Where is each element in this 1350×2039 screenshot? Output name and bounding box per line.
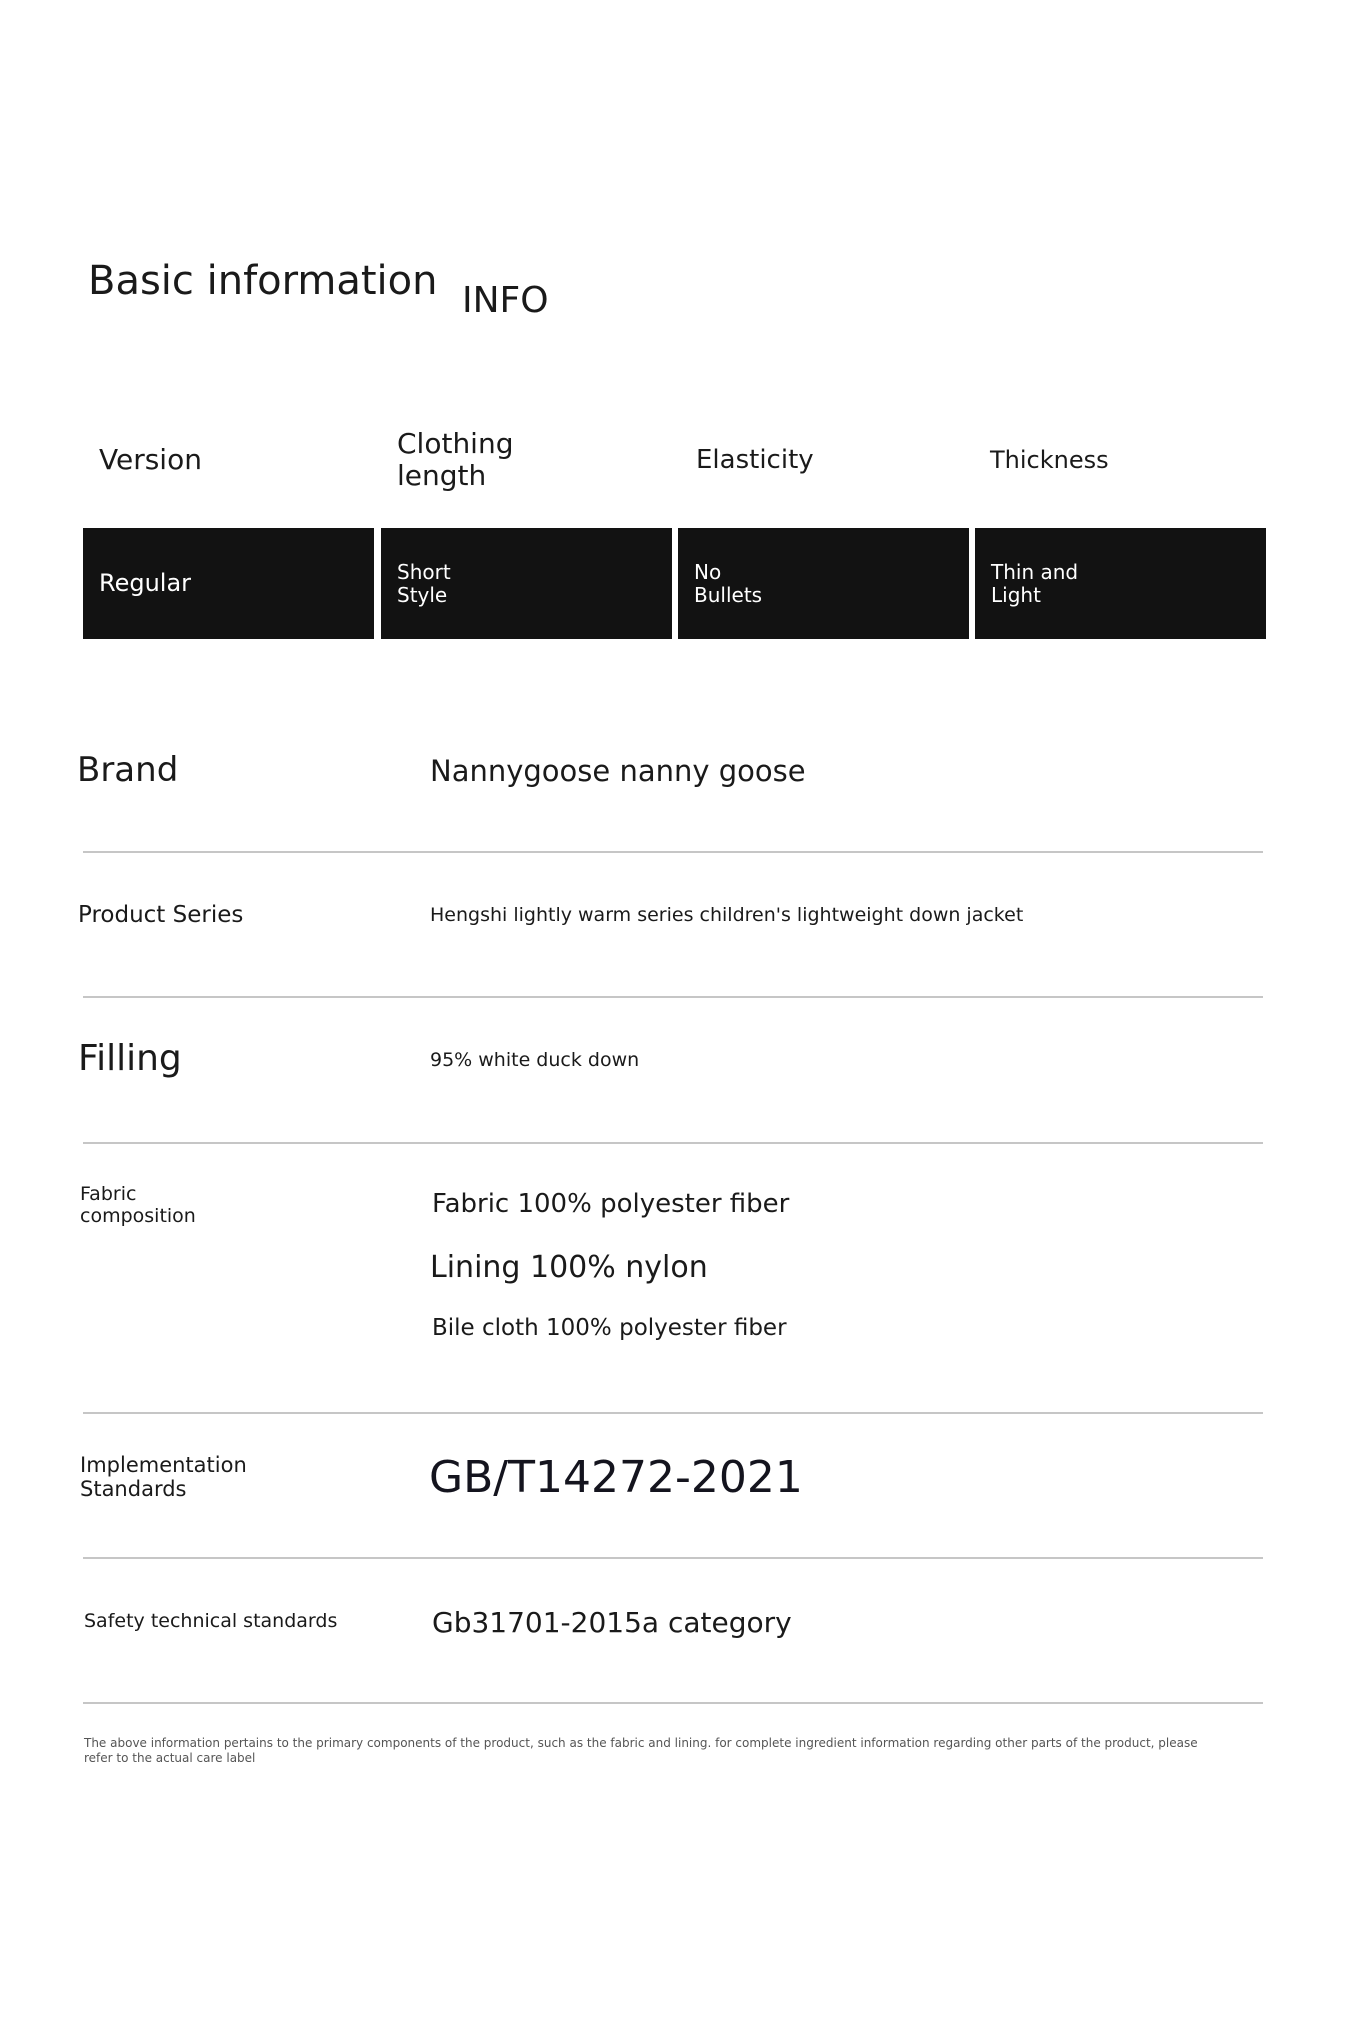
divider bbox=[83, 1557, 1263, 1559]
footnote: The above information pertains to the primary components of the product, such as the fabric and lining. for complete ingredient information regarding other parts of the product, please refer to the actual care label bbox=[84, 1736, 1198, 1765]
attr-value-clothing-length bbox=[381, 528, 672, 639]
attr-value-thickness-text: Thin and Light bbox=[991, 559, 1079, 607]
divider bbox=[83, 851, 1263, 853]
product-series-label: Product Series bbox=[78, 902, 244, 928]
attr-value-elasticity-text: No Bullets bbox=[694, 559, 763, 607]
attr-value-thickness bbox=[975, 528, 1266, 639]
divider bbox=[83, 996, 1263, 998]
bile-cloth-value: Bile cloth 100% polyester fiber bbox=[432, 1315, 787, 1341]
implementation-standards-label: Implementation Standards bbox=[80, 1453, 247, 1501]
attr-label-thickness: Thickness bbox=[990, 446, 1109, 474]
fabric-value: Fabric 100% polyester fiber bbox=[432, 1189, 790, 1219]
brand-label: Brand bbox=[77, 750, 179, 790]
attr-value-version bbox=[83, 528, 374, 639]
fabric-composition-label: Fabric composition bbox=[80, 1183, 196, 1227]
implementation-standards-value: GB/T14272-2021 bbox=[429, 1452, 803, 1503]
filling-label: Filling bbox=[78, 1038, 182, 1079]
safety-standards-value: Gb31701-2015a category bbox=[432, 1606, 792, 1639]
attr-label-version: Version bbox=[99, 443, 202, 476]
divider bbox=[83, 1142, 1263, 1144]
brand-value: Nannygoose nanny goose bbox=[430, 754, 806, 788]
attr-value-clothing-length-text: Short Style bbox=[397, 559, 451, 607]
attr-label-elasticity: Elasticity bbox=[696, 445, 814, 475]
safety-standards-label: Safety technical standards bbox=[84, 1610, 338, 1632]
attr-label-clothing-length: Clothing length bbox=[397, 427, 514, 492]
filling-value: 95% white duck down bbox=[430, 1049, 640, 1071]
page-title-en: INFO bbox=[462, 280, 549, 321]
divider bbox=[83, 1702, 1263, 1704]
attr-value-elasticity bbox=[678, 528, 969, 639]
lining-value: Lining 100% nylon bbox=[430, 1250, 708, 1285]
attr-value-version-text: Regular bbox=[99, 569, 192, 597]
divider bbox=[83, 1412, 1263, 1414]
page-title: Basic information bbox=[88, 258, 438, 304]
product-series-value: Hengshi lightly warm series children's lightweight down jacket bbox=[430, 904, 1024, 926]
